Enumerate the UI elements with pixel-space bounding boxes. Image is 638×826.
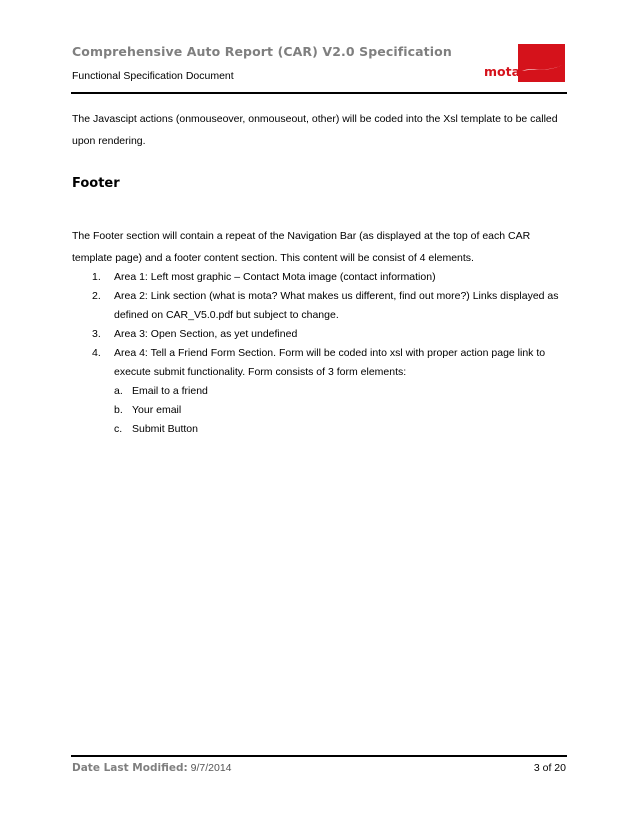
footer-areas-list <box>72 268 562 439</box>
list-item <box>72 268 562 287</box>
sub-list-item-letter: a. <box>114 385 123 397</box>
list-item-text: Area 3: Open Section, as yet undefined <box>114 328 298 340</box>
footer-modified <box>72 762 232 774</box>
sub-list-item <box>72 420 562 439</box>
sub-list-item-text: Your email <box>132 404 182 416</box>
list-item-number: 1. <box>92 271 101 283</box>
document-subtitle: Functional Specification Document <box>72 70 234 82</box>
sub-list-item <box>72 401 562 420</box>
page-number: 3 of 20 <box>533 762 566 774</box>
list-item-text: Area 2: Link section (what is mota? What makes us different, find out more?) Links displayed as defined on CAR_V5.0.pdf but subject to change. <box>114 290 559 321</box>
paragraph-javascript-actions: The Javascipt actions (onmouseover, onmouseout, other) will be coded into the Xsl template to be called upon rendering. <box>72 113 558 147</box>
footer-divider <box>71 755 567 757</box>
footer-modified-date: 9/7/2014 <box>190 762 232 774</box>
list-item-number: 3. <box>92 328 101 340</box>
sub-list-item-letter: b. <box>114 404 123 416</box>
list-item-number: 2. <box>92 290 101 302</box>
list-item-text: Area 4: Tell a Friend Form Section. Form will be coded into xsl with proper action page link to execute submit functionality. Form consists of 3 form elements: <box>114 347 546 378</box>
sub-list-item-text: Submit Button <box>132 423 198 435</box>
document-title: Comprehensive Auto Report (CAR) V2.0 Specification <box>72 44 452 59</box>
sub-list-item-text: Email to a friend <box>132 385 208 397</box>
logo-wave-icon <box>518 44 565 82</box>
mota-logo <box>484 44 564 84</box>
section-heading-footer: Footer <box>72 176 120 191</box>
sub-list-item-letter: c. <box>114 423 123 435</box>
paragraph-footer-description: The Footer section will contain a repeat of the Navigation Bar (as displayed at the top of each CAR template page) and a footer content section. This content will be consist of 4 elements. <box>72 230 531 264</box>
list-item-text: Area 1: Left most graphic – Contact Mota image (contact information) <box>114 271 436 283</box>
logo-red-block <box>518 44 565 82</box>
list-item <box>72 344 562 382</box>
sub-list-item <box>72 382 562 401</box>
list-item <box>72 325 562 344</box>
list-item-number: 4. <box>92 347 101 359</box>
header-divider <box>71 92 567 94</box>
logo-text: mota <box>484 64 521 79</box>
footer-modified-label: Date Last Modified: <box>72 762 188 774</box>
list-item <box>72 287 562 325</box>
